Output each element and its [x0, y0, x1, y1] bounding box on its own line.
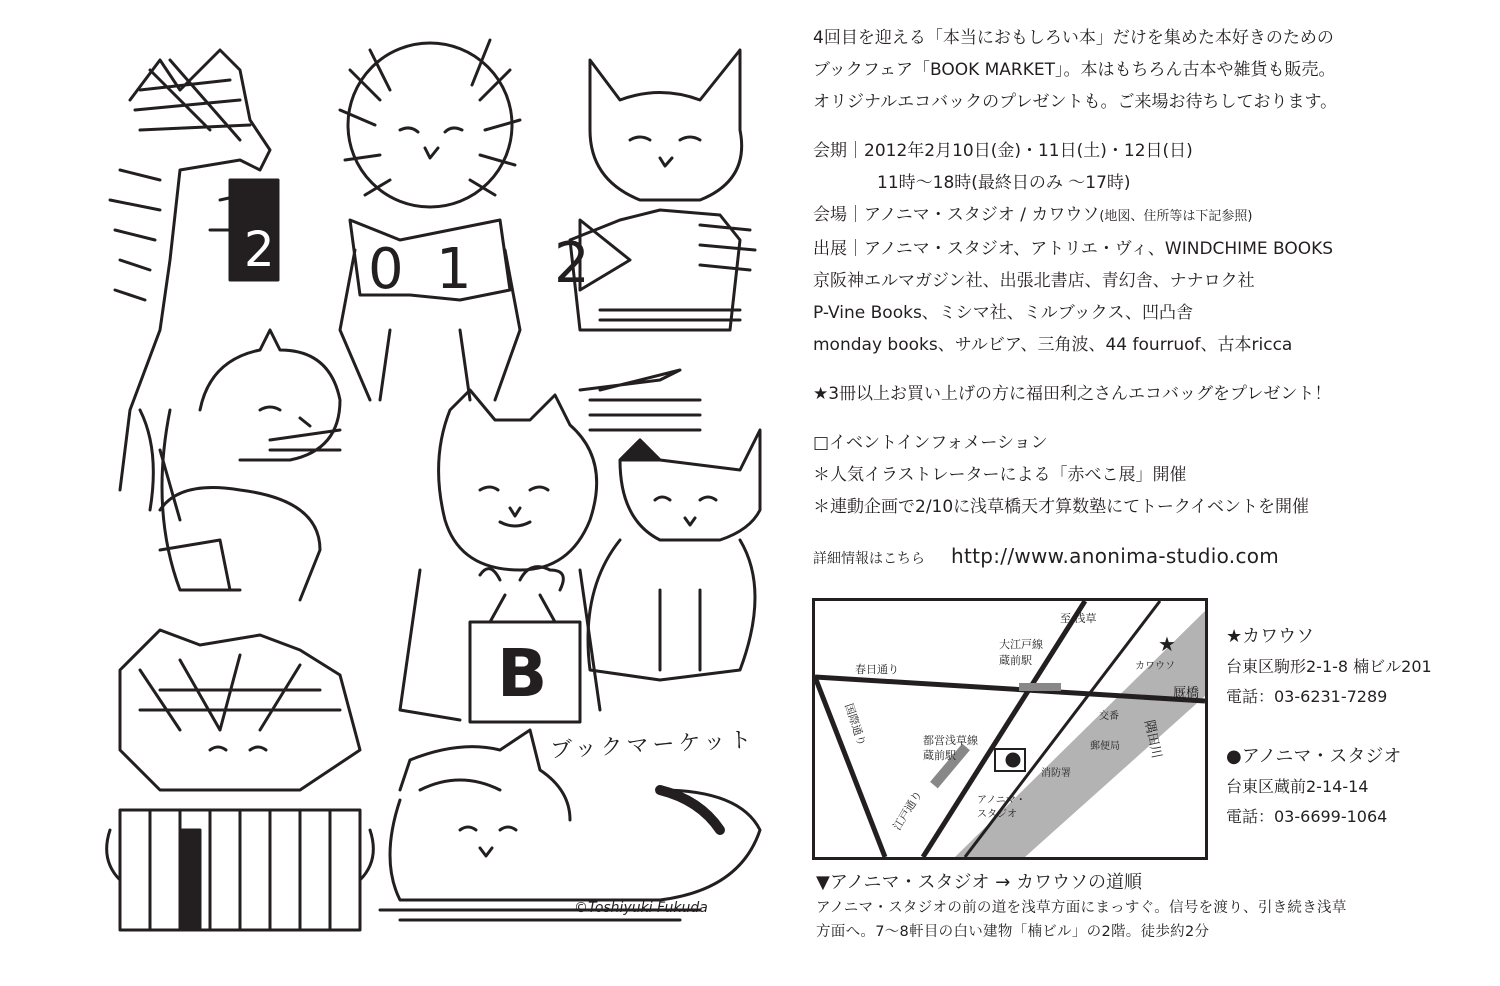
cat-books-bottom — [107, 630, 374, 930]
route-line-1: アノニマ・スタジオの前の道を浅草方面にまっすぐ。信号を渡り、引き続き浅草 — [816, 900, 1347, 916]
event-hours: 11時〜18時(最終日のみ 〜17時) — [877, 173, 1131, 193]
label-fire: 消防署 — [1041, 768, 1071, 779]
oedo-kuramae-station — [1019, 683, 1061, 691]
label-koban: 交番 — [1099, 711, 1119, 722]
book-digit-2b: 2 — [554, 231, 590, 296]
event-item-2: ＊連動企画で2/10に浅草橋天才算数塾にてトークイベントを開催 — [813, 497, 1309, 517]
exhibitors-line-1: 出展｜アノニマ・スタジオ、アトリエ・ヴィ、WINDCHIME BOOKS — [813, 239, 1334, 259]
route-directions — [816, 870, 1476, 944]
kawauso-name: ★カワウソ — [1226, 626, 1315, 647]
kawauso-tel: 電話：03-6231-7289 — [1226, 687, 1388, 706]
bag-letter: B — [497, 635, 548, 712]
event-item-1: ＊人気イラストレーターによる「赤べこ展」開催 — [813, 465, 1187, 485]
label-kasuga: 春日通り — [855, 663, 899, 676]
label-anonima-2: スタジオ — [977, 809, 1017, 820]
cat-sitting-spotted — [580, 370, 760, 680]
url-row — [813, 540, 1473, 575]
cat-reading-2 — [110, 50, 278, 520]
exhibitors-line-4: monday books、サルビア、三角波、44 fourruof、古本ricca — [813, 335, 1293, 355]
book-digit-2a: 2 — [244, 222, 275, 278]
event-info — [813, 22, 1473, 575]
present-notice: ★3冊以上お買い上げの方に福田利之さんエコバッグをプレゼント！ — [813, 384, 1332, 404]
label-asakusa-line: 都営浅草線 — [923, 734, 978, 747]
book-digit-1: 1 — [436, 237, 472, 302]
label-sumida: 隅田川 — [1141, 718, 1164, 760]
event-venue — [813, 199, 1473, 233]
label-edo-dori: 江戸通り — [890, 788, 925, 833]
label-kokusai: 国際通り — [842, 701, 869, 748]
venue-note: (地図、住所等は下記参照) — [1099, 209, 1253, 224]
cat-lying — [160, 330, 340, 600]
url-label: 詳細情報はこちら — [813, 551, 925, 567]
anonima-studio-marker — [1006, 753, 1020, 767]
label-kawauso: カワウソ — [1135, 661, 1175, 672]
intro-line-3: オリジナルエコバックのプレゼントも。ご来場お待ちしております。 — [813, 92, 1338, 112]
exhibitors-line-3: P-Vine Books、ミシマ社、ミルブックス、凹凸舎 — [813, 303, 1193, 323]
label-oedo: 大江戸線 — [999, 638, 1043, 651]
exhibitors-line-2: 京阪神エルマガジン社、出張北書店、青幻舎、ナナロク社 — [813, 271, 1255, 291]
route-line-2: 方面へ。7〜8軒目の白い建物「楠ビル」の2階。徒歩約2分 — [816, 924, 1210, 940]
illustrator-credit: ©Toshiyuki Fukuda — [574, 900, 708, 916]
label-anonima-1: アノニマ・ — [977, 795, 1026, 806]
label-post: 郵便局 — [1090, 741, 1120, 752]
intro-line-2: ブックフェア「BOOK MARKET」。本はもちろん古本や雑貨も販売。 — [813, 60, 1336, 80]
label-kuramae-oedo: 蔵前駅 — [999, 654, 1032, 667]
book-market-katakana-title: ブックマーケット — [549, 727, 756, 764]
route-heading: ▼アノニマ・スタジオ → カワウソの道順 — [816, 872, 1143, 893]
event-dates: 会期｜2012年2月10日(金)・11日(土)・12日(日) — [813, 141, 1193, 161]
website-url[interactable]: http://www.anonima-studio.com — [951, 544, 1280, 568]
cat-reading-2-right — [570, 50, 755, 330]
intro-line-1: 4回目を迎える「本当におもしろい本」だけを集めた本好きのための — [813, 28, 1334, 48]
book-digit-0: 0 — [368, 237, 404, 302]
label-to-asakusa: 至 浅草 — [1060, 612, 1097, 625]
anonima-tel: 電話：03-6699-1064 — [1226, 807, 1388, 826]
label-kuramae-asakusa: 蔵前駅 — [923, 749, 956, 762]
cat-lion-01 — [340, 40, 520, 400]
access-map — [812, 598, 1208, 860]
venue-text: 会場｜アノニマ・スタジオ / カワウソ — [813, 205, 1100, 225]
anonima-address: 台東区蔵前2-14-14 — [1226, 777, 1369, 796]
contacts — [1226, 622, 1486, 832]
anonima-name: ●アノニマ・スタジオ — [1226, 746, 1402, 767]
cat-illustration — [100, 30, 780, 950]
label-umayabashi: 厩橋 — [1173, 686, 1200, 701]
kawauso-address: 台東区駒形2-1-8 楠ビル201 — [1226, 657, 1432, 676]
kawauso-star: ★ — [1158, 632, 1176, 656]
events-heading: □イベントインフォメーション — [813, 433, 1048, 453]
